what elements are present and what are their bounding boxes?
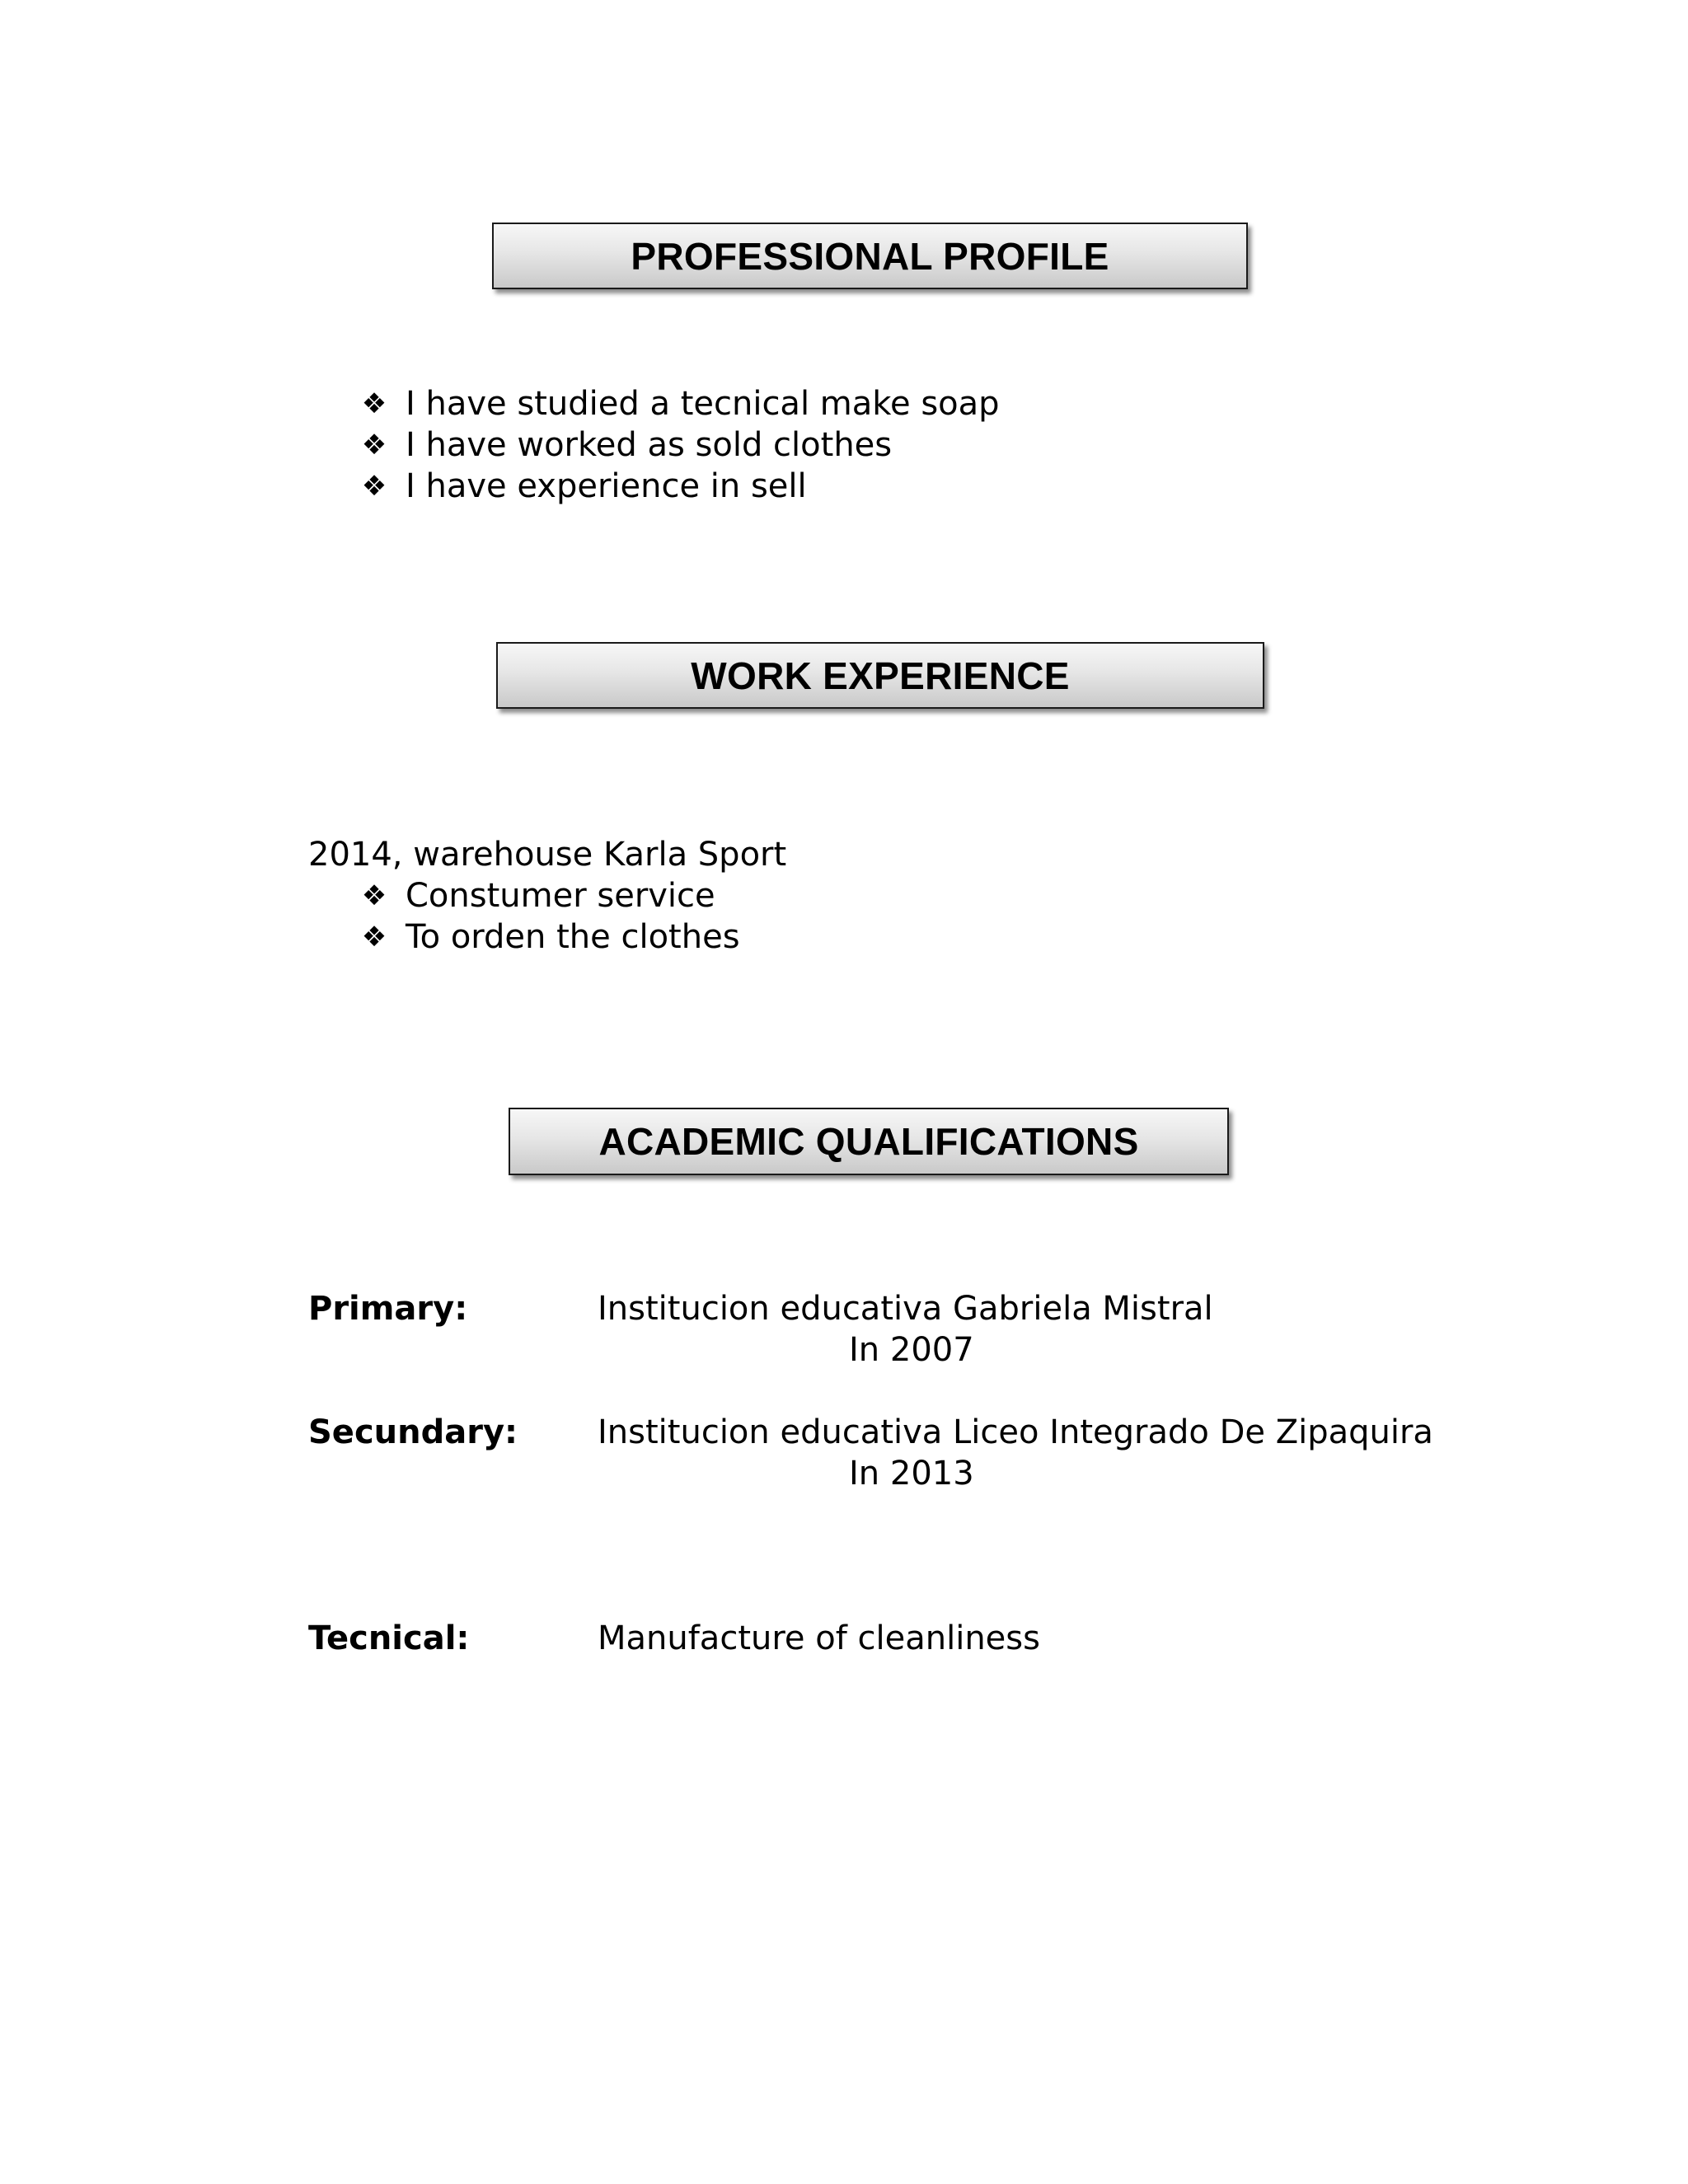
diamond-bullet-icon: ❖ <box>361 879 387 912</box>
work-entry: 2014, warehouse Karla Sport <box>308 836 787 874</box>
work-experience-heading: WORK EXPERIENCE <box>496 642 1264 709</box>
secondary-school: Institucion educativa Liceo Integrado De Zipaquira <box>598 1413 1433 1451</box>
diamond-bullet-icon: ❖ <box>361 387 387 420</box>
technical-field: Manufacture of cleanliness <box>598 1619 1040 1657</box>
secondary-year: In 2013 <box>849 1455 974 1493</box>
technical-label: Tecnical: <box>308 1619 470 1657</box>
diamond-bullet-icon: ❖ <box>361 470 387 503</box>
professional-profile-heading: PROFESSIONAL PROFILE <box>492 223 1248 289</box>
profile-item-2: I have worked as sold clothes <box>406 426 893 464</box>
work-item-1: Constumer service <box>406 877 715 915</box>
academic-qualifications-heading: ACADEMIC QUALIFICATIONS <box>509 1108 1229 1175</box>
primary-school: Institucion educativa Gabriela Mistral <box>598 1290 1213 1328</box>
work-item-2: To orden the clothes <box>406 918 740 956</box>
primary-label: Primary: <box>308 1290 468 1328</box>
profile-item-3: I have experience in sell <box>406 467 807 505</box>
diamond-bullet-icon: ❖ <box>361 921 387 954</box>
diamond-bullet-icon: ❖ <box>361 429 387 462</box>
primary-year: In 2007 <box>849 1331 974 1369</box>
secondary-label: Secundary: <box>308 1413 518 1451</box>
profile-item-1: I have studied a tecnical make soap <box>406 385 1000 423</box>
